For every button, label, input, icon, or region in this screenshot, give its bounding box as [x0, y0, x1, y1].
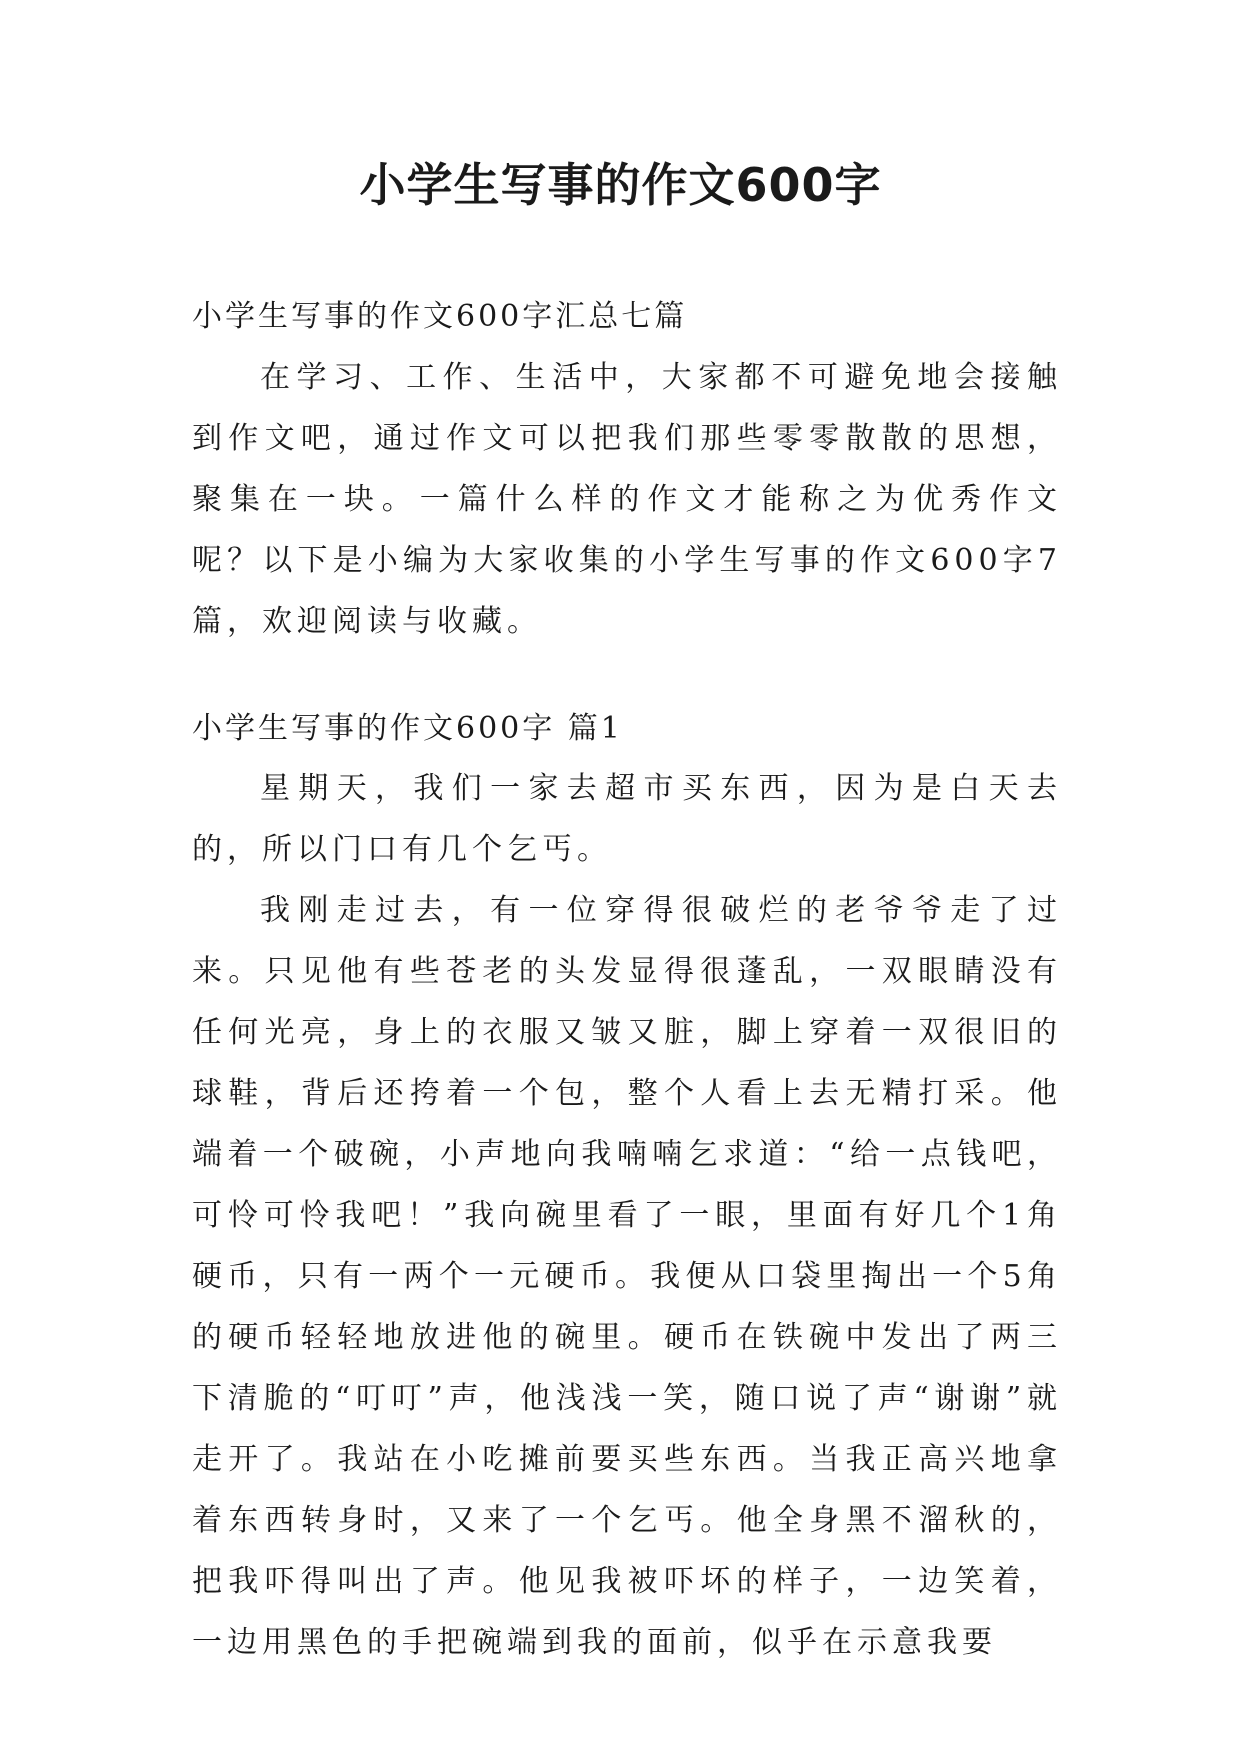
section-heading: 小学生写事的作文600字 篇1 — [192, 711, 623, 746]
intro-heading: 小学生写事的作文600字汇总七篇 — [192, 299, 688, 334]
page-title: 小学生写事的作文600字 — [359, 158, 882, 212]
section-paragraph: 星期天，我们一家去超市买东西，因为是白天去的，所以门口有几个乞丐。 — [192, 771, 1062, 867]
intro-paragraph: 在学习、工作、生活中，大家都不可避免地会接触到作文吧，通过作文可以把我们那些零零散散的思想，聚集在一块。一篇什么样的作文才能称之为优秀作文呢？以下是小编为大家收集的小学生写事的作文600字7篇，欢迎阅读与收藏。 — [192, 360, 1062, 639]
section-paragraph: 我刚走过去，有一位穿得很破烂的老爷爷走了过来。只见他有些苍老的头发显得很蓬乱，一双眼睛没有任何光亮，身上的衣服又皱又脏，脚上穿着一双很旧的球鞋，背后还挎着一个包，整个人看上去无精打采。他端着一个破碗，小声地向我喃喃乞求道：“给一点钱吧，可怜可怜我吧！”我向碗里看了一眼，里面有好几个1角硬币，只有一两个一元硬币。我便从口袋里掏出一个5角的硬币轻轻地放进他的碗里。硬币在铁碗中发出了两三下清脆的“叮叮”声，他浅浅一笑，随口说了声“谢谢”就走开了。我站在小吃摊前要买些东西。当我正高兴地拿着东西转身时，又来了一个乞丐。他全身黑不溜秋的，把我吓得叫出了声。他见我被吓坏的样子，一边笑着，一边用黑色的手把碗端到我的面前，似乎在示意我要 — [192, 893, 1062, 1660]
